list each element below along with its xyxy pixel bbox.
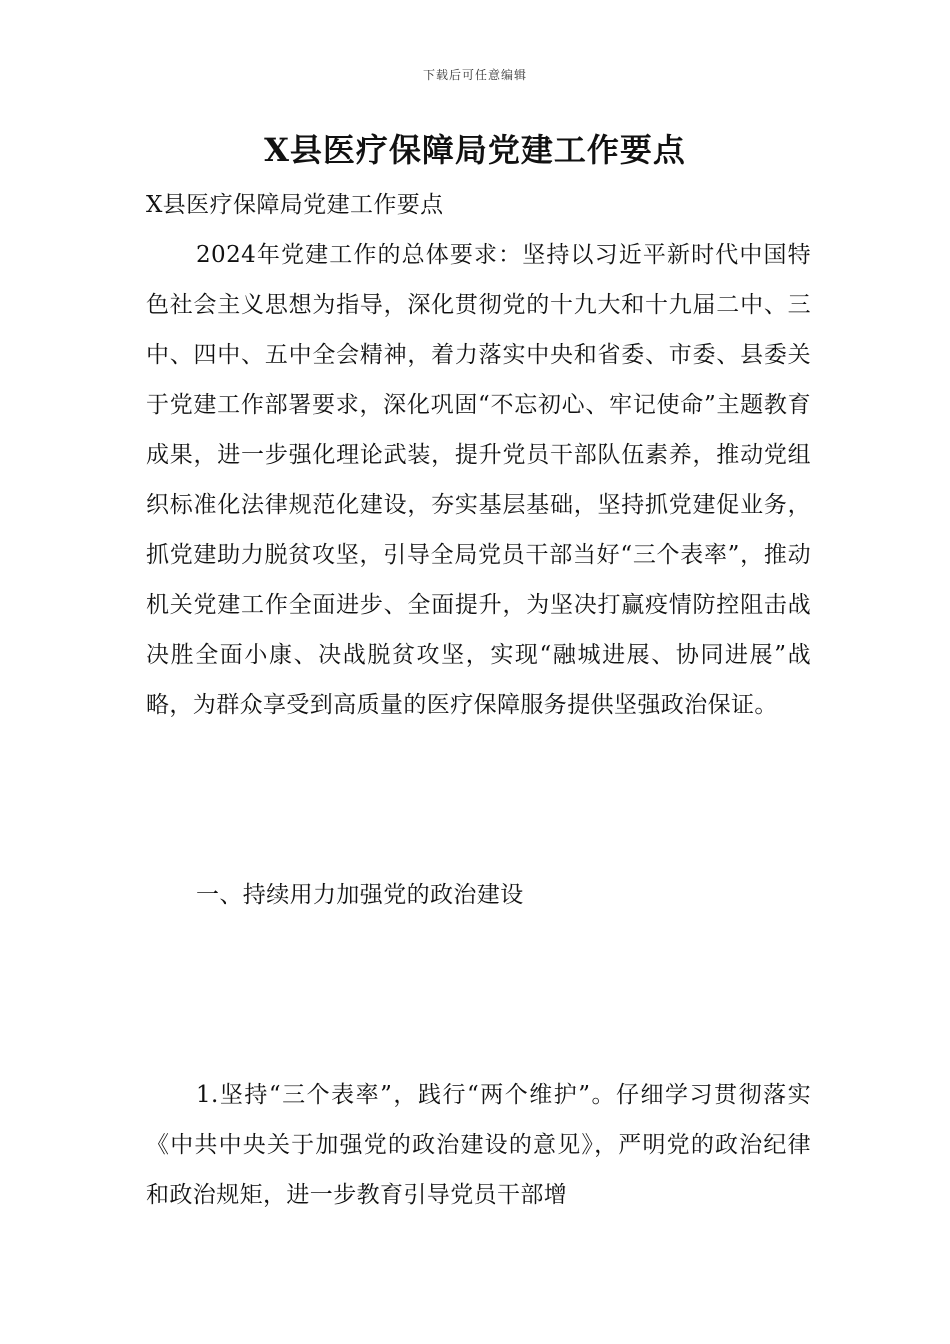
document-subtitle: X县医疗保障局党建工作要点 — [146, 192, 444, 218]
item-paragraph: 1.坚持“三个表率”，践行“两个维护”。仔细学习贯彻落实《中共中央关于加强党的政治建设的意见》，严明党的政治纪律和政治规矩，进一步教育引导党员干部增 — [146, 1082, 811, 1208]
intro-paragraph: 2024年党建工作的总体要求：坚持以习近平新时代中国特色社会主义思想为指导，深化贯彻党的十九大和十九届二中、三中、四中、五中全会精神，着力落实中央和省委、市委、县委关于党建工作部署要求，深化巩固“不忘初心、牢记使命”主题教育成果，进一步强化理论武装，提升党员干部队伍素养，推动党组织标准化法律规范化建设，夯实基层基础，坚持抓党建促业务，抓党建助力脱贫攻坚，引导全局党员干部当好“三个表率”，推动机关党建工作全面进步、全面提升，为坚决打赢疫情防控阻击战决胜全面小康、决战脱贫攻坚，实现“融城进展、协同进展”战略，为群众享受到高质量的医疗保障服务提供坚强政治保证。 — [146, 242, 811, 718]
document-title: X县医疗保障局党建工作要点 — [264, 131, 686, 169]
section-heading: 一、持续用力加强党的政治建设 — [196, 882, 524, 908]
page-header-note: 下载后可任意编辑 — [422, 68, 527, 82]
